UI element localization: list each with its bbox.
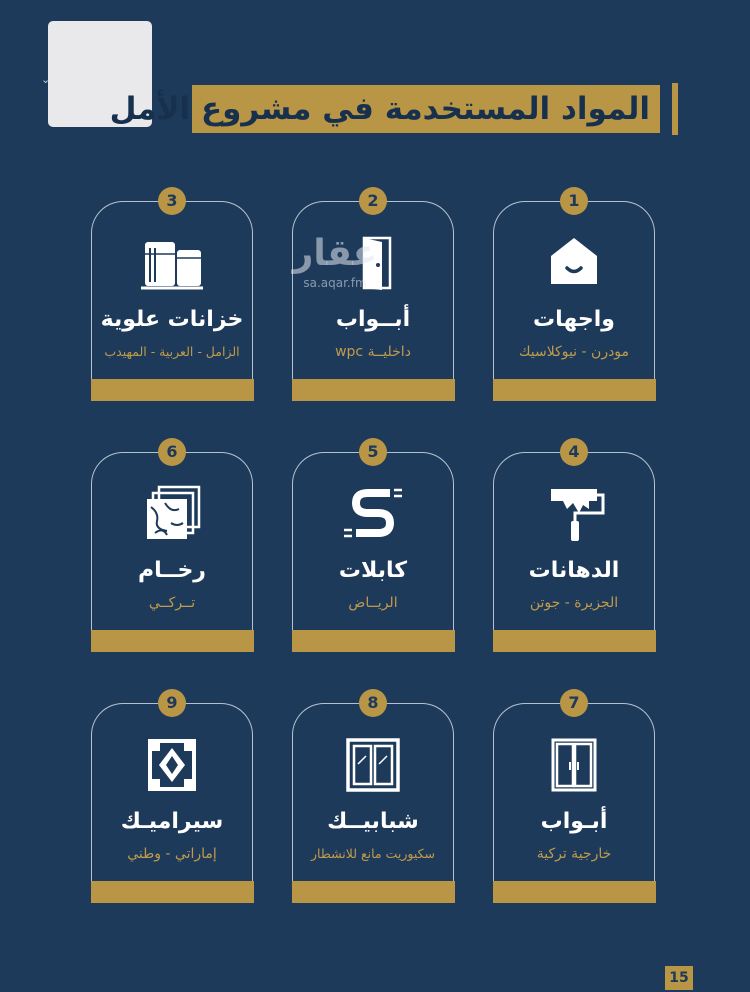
house-icon	[539, 232, 609, 294]
watermark-logo: عقار	[292, 233, 378, 274]
cable-icon	[338, 483, 408, 545]
card-subtitle: تــركــي	[148, 595, 196, 611]
card-title: سيراميـك	[120, 809, 224, 834]
card-footer	[91, 379, 254, 401]
card-subtitle: الريــاض	[348, 595, 398, 611]
watermark-site: sa.aqar.fm	[303, 276, 367, 290]
card-number: 5	[359, 438, 387, 466]
window-icon	[338, 734, 408, 796]
card-footer	[91, 881, 254, 903]
card-paints	[493, 442, 655, 652]
card-footer	[493, 881, 656, 903]
card-subtitle: الزامل - العربية - المهيدب	[104, 344, 240, 359]
title-accent-bar	[672, 83, 678, 135]
card-subtitle: إماراتي - وطني	[127, 846, 217, 862]
card-marble	[91, 442, 253, 652]
card-title: أبـواب	[540, 809, 608, 834]
card-title: واجهات	[533, 307, 615, 332]
card-title: أبــواب	[335, 307, 411, 332]
card-title: رخــام	[138, 558, 206, 583]
card-number: 1	[560, 187, 588, 215]
card-footer	[91, 630, 254, 652]
card-footer	[493, 379, 656, 401]
card-facades	[493, 191, 655, 401]
card-number: 9	[158, 689, 186, 717]
card-footer	[292, 379, 455, 401]
card-subtitle: خارجية تركية	[536, 846, 612, 862]
card-subtitle: داخليــة wpc	[335, 344, 411, 360]
card-number: 4	[560, 438, 588, 466]
double-door-icon	[539, 734, 609, 796]
card-windows	[292, 693, 454, 903]
card-number: 3	[158, 187, 186, 215]
paint-roller-icon	[539, 483, 609, 545]
watermark	[270, 232, 400, 302]
marble-icon	[137, 483, 207, 545]
card-water-tanks	[91, 191, 253, 401]
card-subtitle: مودرن - نيوكلاسيك	[518, 344, 630, 360]
card-cables	[292, 442, 454, 652]
card-title: خزانات علوية	[100, 307, 244, 332]
card-exterior-doors	[493, 693, 655, 903]
card-ceramic	[91, 693, 253, 903]
card-number: 2	[359, 187, 387, 215]
card-title: كابلات	[338, 558, 408, 583]
page-number: 15	[665, 966, 693, 990]
card-title: الدهانات	[528, 558, 620, 583]
card-title: شبابيــك	[327, 809, 419, 834]
card-subtitle: الجزيرة - جوتن	[529, 595, 619, 611]
card-footer	[292, 630, 455, 652]
card-footer	[493, 630, 656, 652]
card-number: 8	[359, 689, 387, 717]
card-footer	[292, 881, 455, 903]
card-subtitle: سكيوريت مانع للانشطار	[311, 846, 435, 861]
chevron-down-icon: ⌄	[41, 73, 51, 86]
card-number: 7	[560, 689, 588, 717]
water-tank-icon	[137, 232, 207, 294]
ceramic-tile-icon	[137, 734, 207, 796]
card-number: 6	[158, 438, 186, 466]
page-title: المواد المستخدمة في مشروع الأمل	[109, 91, 650, 127]
